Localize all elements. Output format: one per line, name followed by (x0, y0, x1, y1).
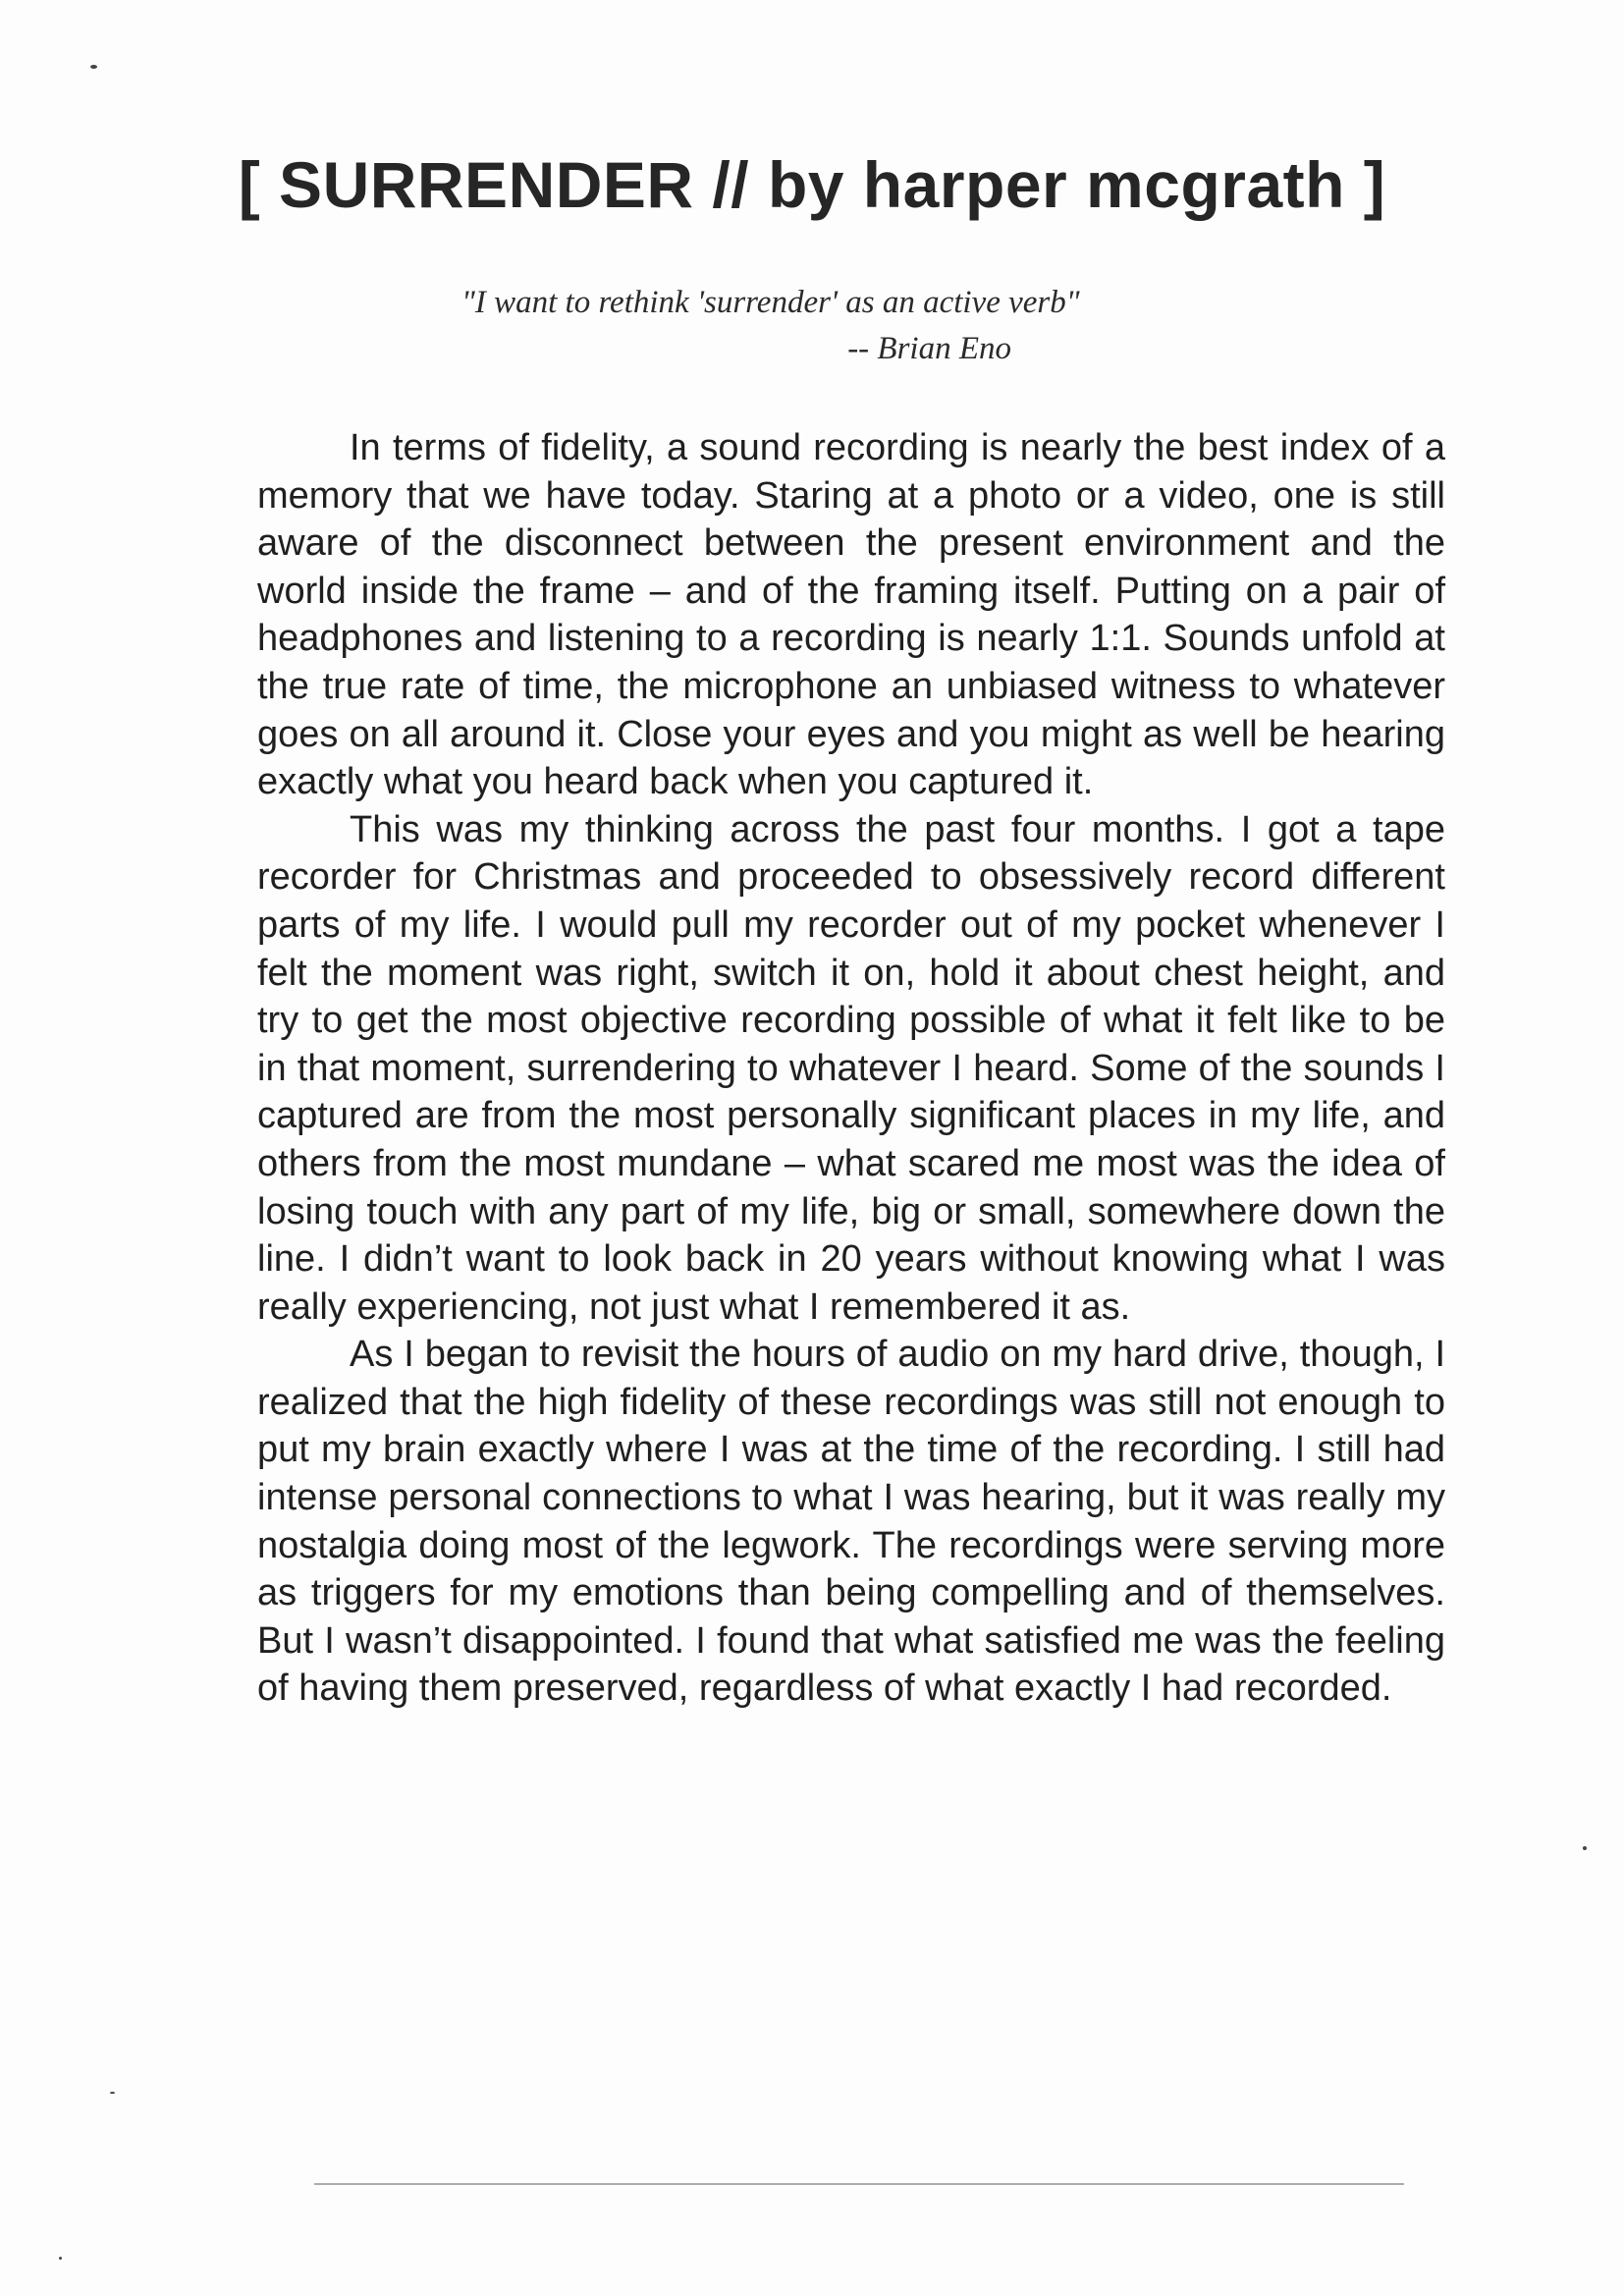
paragraph: In terms of fidelity, a sound recording is nearly the best index of a memory that we have today. Staring at a photo or a video, one is still aware of the disconnect between the present environment and the world inside the frame – and of the framing itself. Putting on a pair of headphones and listening to a recording is nearly 1:1. Sounds unfold at the true rate of time, the microphone an unbiased witness to whatever goes on all around it. Close your eyes and you might as well be hearing exactly what you heard back when you captured it. (257, 427, 1445, 803)
scan-edge-line (314, 2183, 1404, 2185)
paragraph: As I began to revisit the hours of audio on my hard drive, though, I realized that the high fidelity of these recordings was still not enough to put my brain exactly where I was at the time of the recording. I still had intense personal connections to what I was hearing, but it was really my nostalgia doing most of the legwork. The recordings were serving more as triggers for my emotions than being compelling and of themselves. But I wasn’t disappointed. I found that what satisfied me was the feeling of having them preserved, regardless of what exactly I had recorded. (257, 1334, 1445, 1710)
scan-speck (1583, 1846, 1587, 1850)
epigraph (461, 280, 1080, 372)
paragraph: This was my thinking across the past four months. I got a tape recorder for Christmas and proceeded to obsessively record different parts of my life. I would pull my recorder out of my pocket whenever I felt the moment was right, switch it on, hold it about chest height, and try to get the most objective recording possible of what it felt like to be in that moment, surrendering to whatever I heard. Some of the sounds I captured are from the most personally significant places in my life, and others from the most mundane – what scared me most was the idea of losing touch with any part of my life, big or small, somewhere down the line. I didn’t want to look back in 20 years without knowing what I was really experiencing, not just what I remembered it as. (257, 808, 1445, 1328)
scan-speck (59, 2257, 62, 2260)
scan-speck (110, 2092, 115, 2094)
document-title: [ SURRENDER // by harper mcgrath ] (238, 148, 1386, 221)
epigraph-attribution: -- Brian Eno (847, 331, 1011, 366)
epigraph-quote: "I want to rethink 'surrender' as an active verb" (461, 285, 1080, 320)
essay-body (257, 424, 1445, 1713)
scan-speck (90, 65, 97, 69)
